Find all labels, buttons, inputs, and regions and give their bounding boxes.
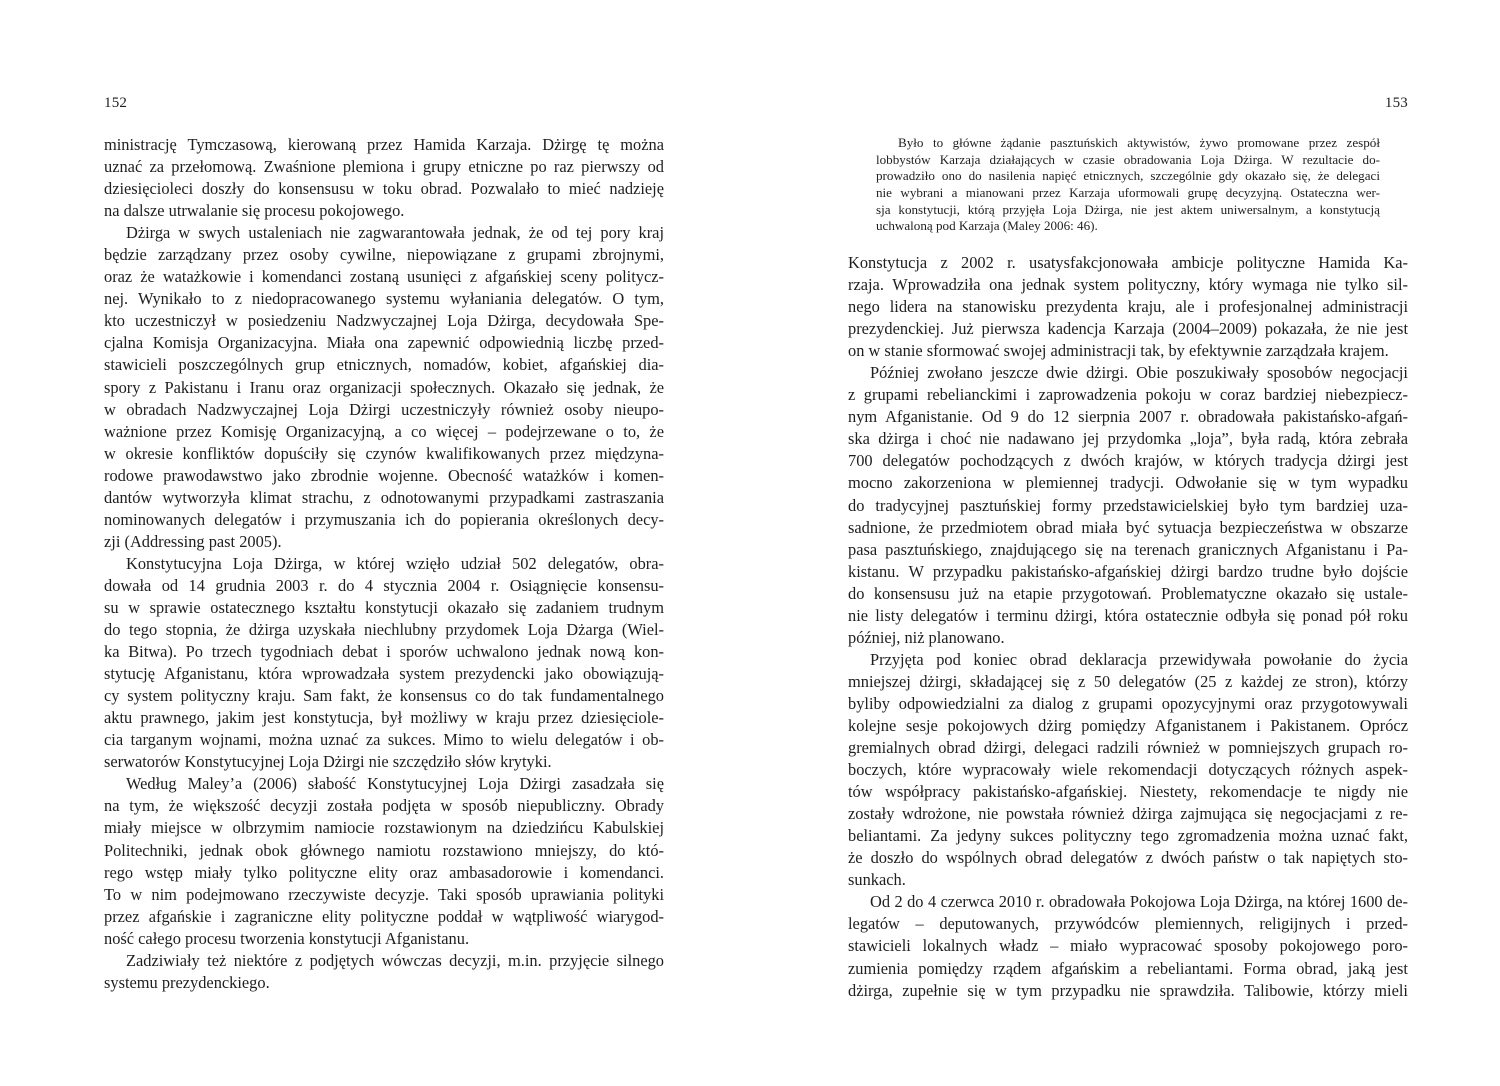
text-line: przez afgańskie i zagraniczne elity polityczne poddał w wątpliwość wiarygod- <box>104 906 664 926</box>
text-line: Konstytucja z 2002 r. usatysfakcjonowała ambicje polityczne Hamida Ka- <box>848 253 1408 272</box>
text-line: na dalsze utrwalanie się procesu pokojowego. <box>104 201 405 221</box>
text-line: ważnione przez Komisję Organizacyjną, a co więcej – podejrzewane o to, że <box>104 421 664 441</box>
text-line: z grupami rebelianckimi i zaprowadzenia pokoju w coraz bardziej niebezpiecz- <box>848 385 1408 405</box>
text-line: nego lidera na stanowisku prezydenta kraju, ale i profesjonalnej administracji <box>848 297 1408 317</box>
text-line: Politechniki, jednak obok głównego namiotu rozstawiono mniejszy, do któ- <box>104 840 664 860</box>
text-line: będzie zarządzany przez osoby cywilne, niepowiązane z grupami zbrojnymi, <box>104 245 664 265</box>
text-line: Później zwołano jeszcze dwie dżirgi. Obie poszukiwały sposobów negocjacji <box>870 363 1408 383</box>
text-line: prowadziło ono do nasilenia napięć etnicznych, szczególnie gdy okazało się, że delegaci <box>876 168 1380 184</box>
text-line: do tego stopnia, że dżirga uzyskała niechlubny przydomek Loja Dżarga (Wiel- <box>104 620 664 640</box>
text-line: zumienia pomiędzy rządem afgańskim a rebeliantami. Forma obrad, jaką jest <box>848 958 1408 978</box>
text-line: boczych, które wypracowały wiele rekomendacji dotyczących różnych aspek- <box>848 760 1408 780</box>
text-line: nominowanych delegatów i przymuszania ich do popierania określonych decy- <box>104 509 664 529</box>
text-line: Było to główne żądanie pasztuńskich aktywistów, żywo promowane przez zespół <box>898 135 1380 150</box>
left-page <box>104 0 664 1086</box>
text-line: tów współpracy pakistańsko-afgańskiej. Niestety, rekomendacje te nigdy nie <box>848 782 1408 802</box>
text-line: 700 delegatów pochodzących z dwóch krajów, w których tradycja dżirgi jest <box>848 451 1408 471</box>
text-line: Przyjęta pod koniec obrad deklaracja przewidywała powołanie do życia <box>870 649 1408 669</box>
text-line: spory z Pakistanu i Iranu oraz organizacji społecznych. Okazało się jednak, że <box>104 377 664 397</box>
text-line: na tym, że większość decyzji została podjęta w sposób niepubliczny. Obrady <box>104 796 664 816</box>
text-line: Według Maley’a (2006) słabość Konstytucyjnej Loja Dżirgi zasadzała się <box>126 774 664 794</box>
text-line: prezydenckiej. Już pierwsza kadencja Karzaja (2004–2009) pokazała, że nie jest <box>848 319 1408 339</box>
text-line: kolejne sesje pokojowych dżirg pomiędzy Afganistanem i Pakistanem. Oprócz <box>848 715 1408 735</box>
text-line: beliantami. Za jedyny sukces polityczny tego zgromadzenia można uznać fakt, <box>848 826 1408 846</box>
text-line: miały miejsce w olbrzymim namiocie rozstawionym na dziedzińcu Kabulskiej <box>104 818 664 838</box>
text-line: Zadziwiały też niektóre z podjętych wówczas decyzji, m.in. przyjęcie silnego <box>126 950 664 970</box>
text-line: zostały wdrożone, nie powstała również dżirga zajmująca się negocjacjami z re- <box>848 804 1408 824</box>
text-line: dżirga, zupełnie się w tym przypadku nie sprawdziła. Talibowie, którzy mieli <box>848 980 1408 1000</box>
text-line: oraz że watażkowie i komendanci zostaną usunięci z afgańskiej sceny politycz- <box>104 267 664 287</box>
text-line: byliby odpowiedzialni za dialog z grupami opozycyjnymi oraz przygotowywali <box>848 693 1408 713</box>
text-line: pasa pasztuńskiego, znajdującego się na terenach granicznych Afganistanu i Pa- <box>848 539 1408 559</box>
text-line: To w nim podejmowano rzeczywiste decyzje. Taki sposób uprawiania polityki <box>104 884 664 904</box>
text-line: dantów wytworzyła klimat strachu, z odnotowanymi przypadkami zastraszania <box>104 487 664 507</box>
text-line: lobbystów Karzaja działających w czasie obradowania Loja Dżirga. W rezultacie do- <box>876 151 1380 167</box>
text-line: zji (Addressing past 2005). <box>104 531 282 551</box>
text-line: do tradycyjnej pasztuńskiej formy przedstawicielskiej było tym bardziej uza- <box>848 495 1408 515</box>
text-line: aktu prawnego, jakim jest konstytucja, był możliwy w kraju przez dziesięciole- <box>104 708 664 728</box>
text-line: sadnione, że przedmiotem obrad miała być sytuacja bezpieczeństwa w obszarze <box>848 517 1408 537</box>
text-line: kistanu. W przypadku pakistańsko-afgańskiej dżirgi bardzo trudne było dojście <box>848 561 1408 581</box>
text-line: uznać za przełomową. Zwaśnione plemiona i grupy etniczne po raz pierwszy od <box>104 157 664 177</box>
text-line: nym Afganistanie. Od 9 do 12 sierpnia 2007 r. obradowała pakistańsko-afgań- <box>848 407 1408 427</box>
text-line: kto uczestniczył w posiedzeniu Nadzwyczajnej Loja Dżirga, decydowała Spe- <box>104 311 664 331</box>
left-page-body <box>104 134 664 994</box>
text-line: ka Bitwa). Po trzech tygodniach debat i sporów uchwalono jednak nową kon- <box>104 642 664 662</box>
text-line: cia targanym wojnami, można uznać za sukces. Mimo to wielu delegatów i ob- <box>104 730 664 750</box>
text-line: stawicieli poszczególnych grup etnicznych, nomadów, kobiet, afgańskiej dia- <box>104 355 664 375</box>
text-line: w obradach Nadzwyczajnej Loja Dżirgi uczestniczyły również osoby nieupo- <box>104 399 664 419</box>
right-page-number: 153 <box>1384 95 1408 111</box>
text-line: rzaja. Wprowadziła ona jednak system polityczny, który wymaga nie tylko sil- <box>848 275 1408 295</box>
text-line: su w sprawie ostatecznego kształtu konstytucji okazało się zadaniem trudnym <box>104 597 664 617</box>
right-page-body <box>848 252 1408 1002</box>
text-line: cjalna Komisja Organizacyjna. Miała ona zapewnić odpowiednią liczbę przed- <box>104 333 664 353</box>
text-line: systemu prezydenckiego. <box>104 972 270 992</box>
text-line: ność całego procesu tworzenia konstytucji Afganistanu. <box>104 928 470 948</box>
text-line: później, niż planowano. <box>848 627 1005 647</box>
text-line: Od 2 do 4 czerwca 2010 r. obradowała Pokojowa Loja Dżirga, na której 1600 de- <box>870 892 1408 912</box>
text-line: gremialnych obrad dżirgi, delegaci radzili również w pomniejszych grupach ro- <box>848 738 1408 758</box>
text-line: sunkach. <box>848 870 906 890</box>
text-line: nej. Wynikało to z niedopracowanego systemu wyłaniania delegatów. O tym, <box>104 289 664 309</box>
text-line: mocno zakorzeniona w plemiennej tradycji. Odwołanie się w tym wypadku <box>848 473 1408 493</box>
text-line: rego wstęp miały tylko polityczne elity oraz ambasadorowie i komendanci. <box>104 862 664 882</box>
text-line: cy system polityczny kraju. Sam fakt, że konsensus co do tak fundamentalnego <box>104 686 664 706</box>
text-line: mniejszej dżirgi, składającej się z 50 delegatów (25 z każdej ze stron), którzy <box>848 671 1408 691</box>
text-line: dziesięcioleci doszły do konsensusu w toku obrad. Pozwalało to mieć nadzieję <box>104 179 664 199</box>
text-line: nie wybrani a mianowani przez Karzaja uformowali grupę decyzyjną. Ostateczna wer- <box>876 185 1380 201</box>
text-line: Konstytucyjna Loja Dżirga, w której wzięło udział 502 delegatów, obra- <box>126 553 664 573</box>
text-line: nie listy delegatów i terminu dżirgi, która ostatecznie odbyła się ponad pół roku <box>848 605 1408 625</box>
text-line: on w stanie sformować swojej administracji tak, by efektywnie zarządzała krajem. <box>848 341 1389 361</box>
left-page-number: 152 <box>104 95 128 111</box>
text-line: w okresie konfliktów dopuściły się czynów kwalifikowanych przez międzyna- <box>104 443 664 463</box>
right-page <box>848 0 1408 1086</box>
text-line: Dżirga w swych ustaleniach nie zagwarantowała jednak, że od tej pory kraj <box>126 223 664 243</box>
text-line: ska dżirga i choć nie nadawano jej przydomka „loja”, była radą, która zebrała <box>848 429 1408 449</box>
block-quote <box>876 135 1380 235</box>
text-line: że doszło do wspólnych obrad delegatów z dwóch państw o tak napiętych sto- <box>848 848 1408 868</box>
text-line: uchwaloną pod Karzaja (Maley 2006: 46). <box>876 218 1098 234</box>
text-line: ministrację Tymczasową, kierowaną przez Hamida Karzaja. Dżirgę tę można <box>104 135 664 154</box>
text-line: stawicieli lokalnych władz – miało wypracować sposoby pokojowego poro- <box>848 936 1408 956</box>
text-line: dowała od 14 grudnia 2003 r. do 4 stycznia 2004 r. Osiągnięcie konsensu- <box>104 575 664 595</box>
text-line: rodowe prawodawstwo jako zbrodnie wojenne. Obecność watażków i komen- <box>104 465 664 485</box>
text-line: legatów – deputowanych, przywódców plemiennych, religijnych i przed- <box>848 914 1408 934</box>
text-line: sja konstytucji, którą przyjęła Loja Dżirga, nie jest aktem uniwersalnym, a konstytucją <box>876 201 1380 217</box>
text-line: stytucję Afganistanu, która wprowadzała system prezydencki jako obowiązują- <box>104 664 664 684</box>
text-line: do konsensusu już na etapie przygotowań. Problematyczne okazało się ustale- <box>848 583 1408 603</box>
text-line: serwatorów Konstytucyjnej Loja Dżirgi nie szczędziło słów krytyki. <box>104 752 552 772</box>
